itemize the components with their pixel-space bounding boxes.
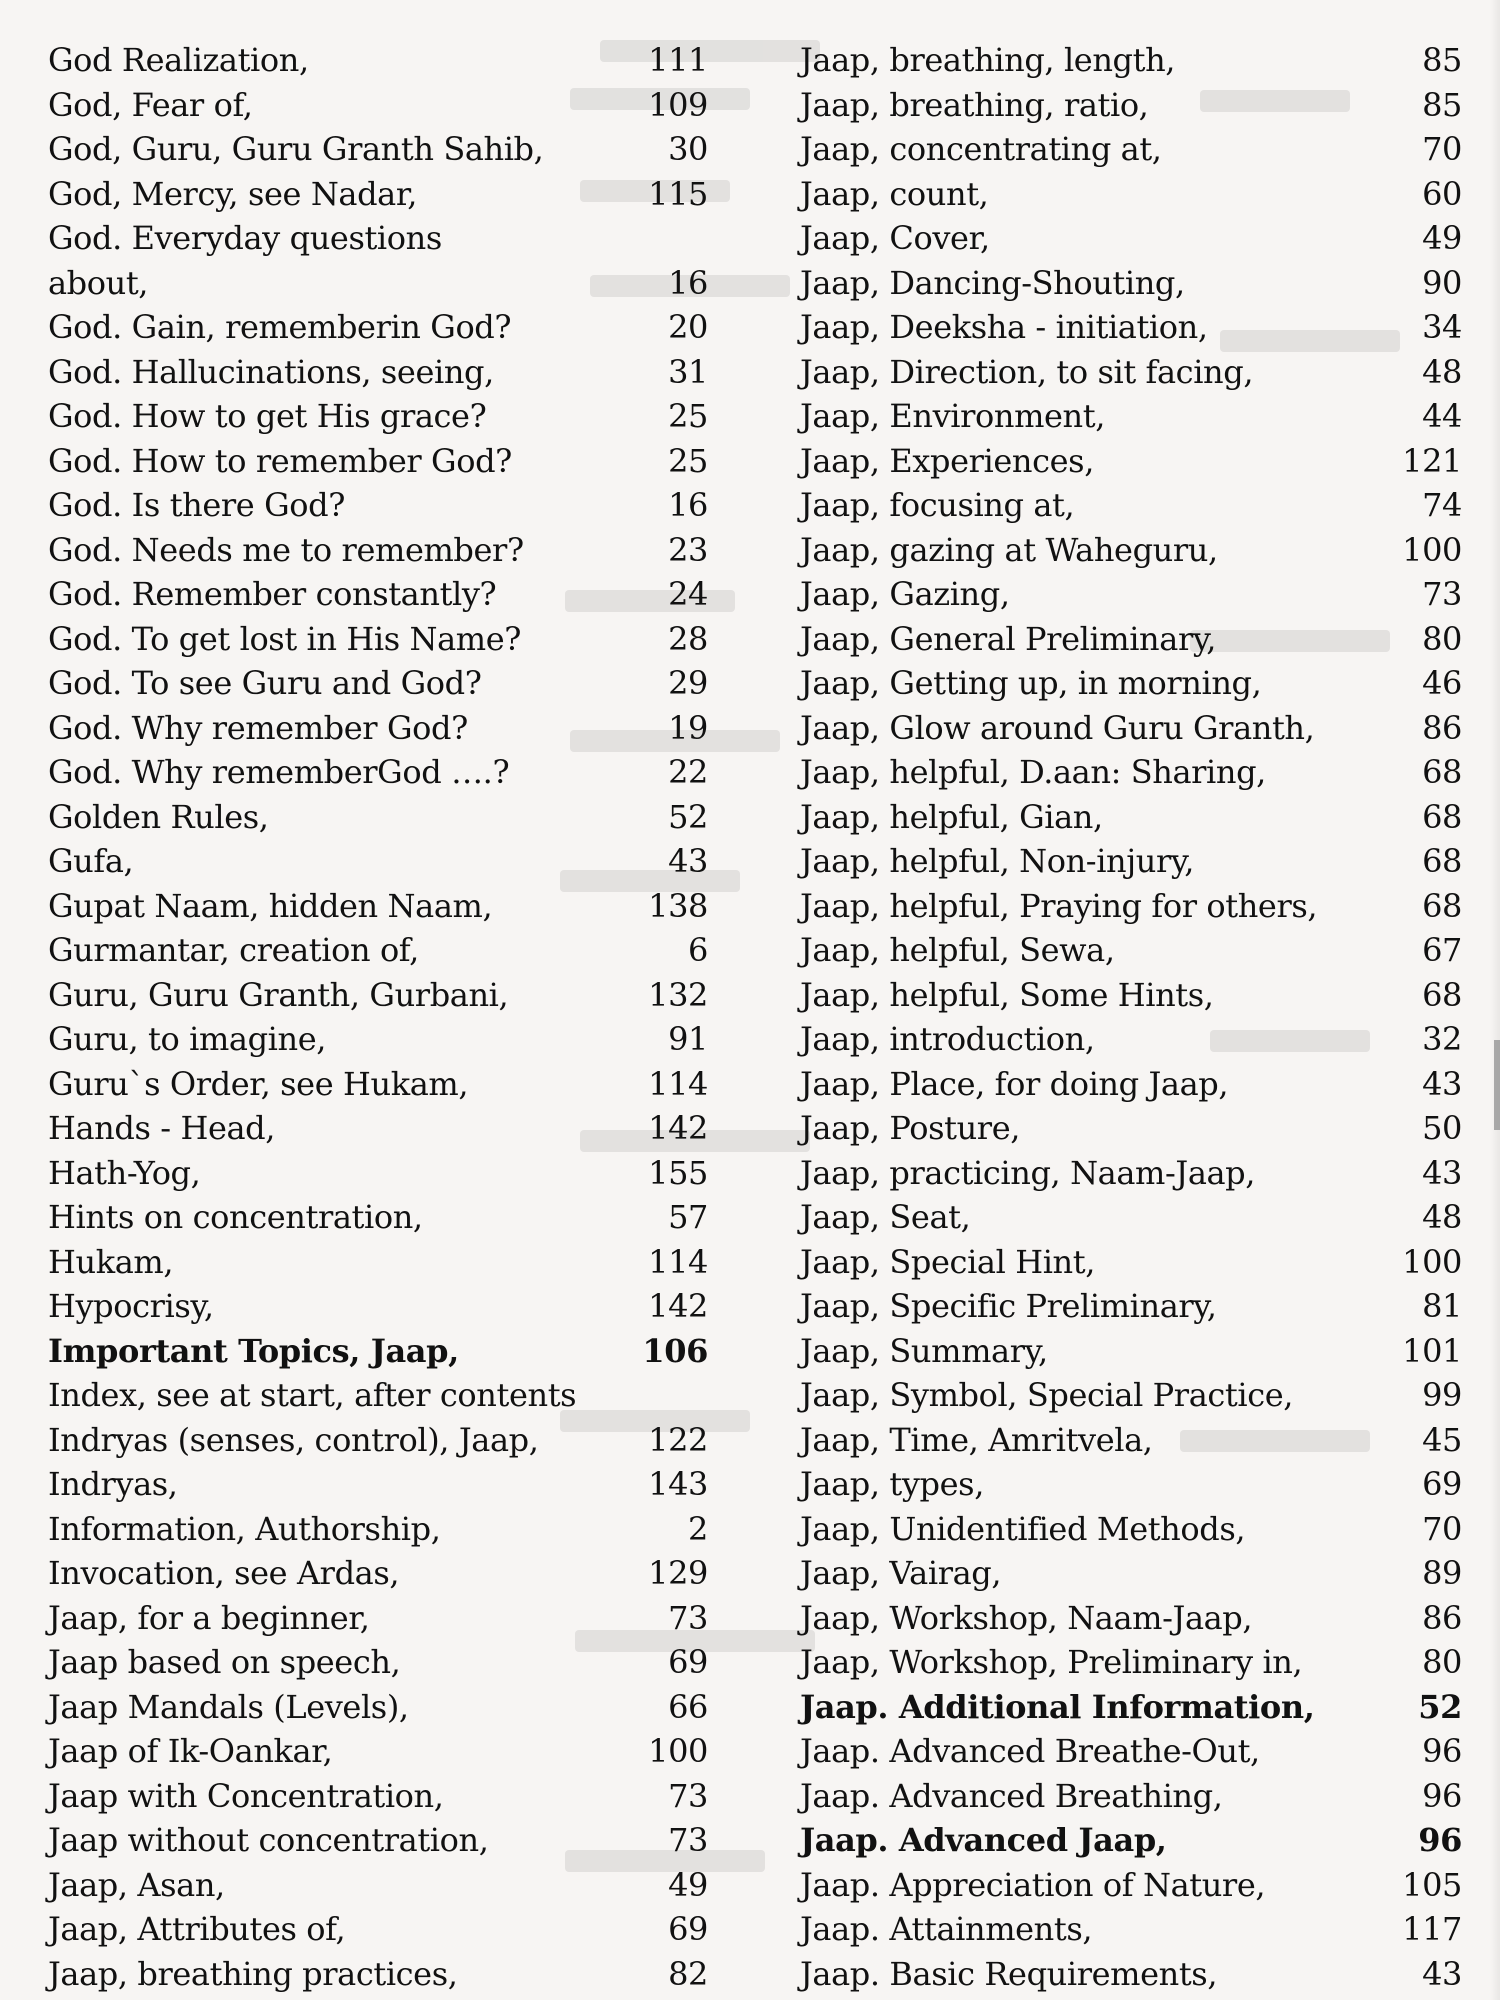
index-term: Jaap. Advanced Breathe-Out, — [800, 1732, 1260, 1771]
index-entry — [48, 1017, 708, 1062]
index-entry — [48, 439, 708, 484]
index-term: God. Hallucinations, seeing, — [48, 352, 494, 391]
index-page-number: 68 — [1422, 975, 1462, 1014]
index-entry — [800, 38, 1462, 83]
index-term: Jaap, breathing, length, — [800, 41, 1176, 80]
index-term: Jaap, helpful, D.aan: Sharing, — [800, 753, 1266, 792]
index-entry — [48, 38, 708, 83]
index-term: Jaap, helpful, Non-injury, — [800, 842, 1195, 881]
index-page-number: 80 — [1422, 619, 1462, 658]
index-page-number: 16 — [668, 263, 708, 302]
index-entry — [48, 795, 708, 840]
index-entry — [48, 127, 708, 172]
index-term: Jaap, helpful, Some Hints, — [800, 975, 1214, 1014]
index-entry — [48, 1151, 708, 1196]
index-page-number: 89 — [1422, 1554, 1462, 1593]
index-term: Jaap, Direction, to sit facing, — [800, 352, 1254, 391]
index-term: Jaap, General Preliminary, — [800, 619, 1217, 658]
page-edge-mark — [1494, 1040, 1500, 1130]
index-term: God. How to remember God? — [48, 441, 512, 480]
index-page-number: 52 — [668, 797, 708, 836]
index-term: Jaap, for a beginner, — [48, 1598, 370, 1637]
index-page-number: 48 — [1422, 1198, 1462, 1237]
index-page-number: 48 — [1422, 352, 1462, 391]
index-page-number: 29 — [668, 664, 708, 703]
index-entry — [48, 1373, 708, 1418]
index-term: Jaap, concentrating at, — [800, 130, 1162, 169]
index-entry — [48, 1462, 708, 1507]
index-page-number: 115 — [648, 174, 708, 213]
index-page-number: 2 — [688, 1509, 708, 1548]
index-term: God. Everyday questions — [48, 219, 442, 258]
index-entry — [48, 350, 708, 395]
index-page-number: 73 — [1422, 575, 1462, 614]
index-entry — [48, 1062, 708, 1107]
index-term: Jaap, count, — [800, 174, 989, 213]
index-entry — [800, 1640, 1462, 1685]
index-entry — [48, 1507, 708, 1552]
index-page-number: 46 — [1422, 664, 1462, 703]
index-page-number: 138 — [648, 886, 708, 925]
index-term: Jaap without concentration, — [48, 1821, 489, 1860]
index-entry — [800, 1685, 1462, 1730]
index-page-number: 23 — [668, 530, 708, 569]
index-term: Jaap, breathing, ratio, — [800, 85, 1149, 124]
index-entry — [48, 1106, 708, 1151]
index-page-number: 100 — [1402, 1242, 1462, 1281]
index-entry — [48, 617, 708, 662]
index-entry — [800, 1818, 1462, 1863]
index-term: God. Why rememberGod ….? — [48, 753, 510, 792]
index-entry — [800, 1195, 1462, 1240]
index-term: Jaap, types, — [800, 1465, 984, 1504]
index-page-number: 143 — [648, 1465, 708, 1504]
index-term: Jaap, Specific Preliminary, — [800, 1287, 1217, 1326]
index-page-number: 49 — [668, 1865, 708, 1904]
index-term: Jaap, Special Hint, — [800, 1242, 1095, 1281]
index-entry — [800, 1462, 1462, 1507]
index-entry — [48, 1640, 708, 1685]
index-entry — [800, 1596, 1462, 1641]
index-page-number: 68 — [1422, 797, 1462, 836]
index-page-number: 80 — [1422, 1643, 1462, 1682]
index-term: Jaap, Place, for doing Jaap, — [800, 1064, 1229, 1103]
index-page-number: 66 — [668, 1687, 708, 1726]
index-term: Jaap, Glow around Guru Granth, — [800, 708, 1315, 747]
index-term: Gurmantar, creation of, — [48, 931, 419, 970]
index-entry — [800, 1418, 1462, 1463]
index-entry — [800, 973, 1462, 1018]
index-entry — [800, 1952, 1462, 1997]
index-term: Jaap, Seat, — [800, 1198, 971, 1237]
index-page-number: 6 — [688, 931, 708, 970]
index-page-number: 86 — [1422, 1598, 1462, 1637]
index-entry — [48, 1195, 708, 1240]
index-page-number: 25 — [668, 397, 708, 436]
index-entry — [800, 172, 1462, 217]
index-entry — [48, 661, 708, 706]
index-term: Jaap. Advanced Jaap, — [800, 1821, 1167, 1860]
index-entry — [48, 1818, 708, 1863]
index-term: Jaap Mandals (Levels), — [48, 1687, 409, 1726]
index-entry — [48, 1284, 708, 1329]
index-entry — [48, 1596, 708, 1641]
index-entry — [48, 83, 708, 128]
index-term: Jaap. Advanced Breathing, — [800, 1776, 1223, 1815]
index-entry — [48, 750, 708, 795]
index-entry — [48, 973, 708, 1018]
index-page-number: 44 — [1422, 397, 1462, 436]
index-page-number: 34 — [1422, 308, 1462, 347]
index-term: God. How to get His grace? — [48, 397, 487, 436]
index-page-number: 68 — [1422, 753, 1462, 792]
index-column-right — [800, 38, 1462, 1993]
index-term: Jaap, Summary, — [800, 1331, 1048, 1370]
index-term: God. To see Guru and God? — [48, 664, 482, 703]
index-page-number: 73 — [668, 1776, 708, 1815]
index-entry — [800, 1507, 1462, 1552]
index-entry — [48, 305, 708, 350]
index-page-number: 114 — [648, 1242, 708, 1281]
index-entry — [48, 1551, 708, 1596]
index-entry — [800, 572, 1462, 617]
index-entry — [800, 216, 1462, 261]
index-term: God. Needs me to remember? — [48, 530, 524, 569]
index-term: Golden Rules, — [48, 797, 269, 836]
index-term: Jaap, helpful, Sewa, — [800, 931, 1115, 970]
index-term: God. Is there God? — [48, 486, 345, 525]
index-term: Gupat Naam, hidden Naam, — [48, 886, 493, 925]
index-page-number: 70 — [1422, 1509, 1462, 1548]
index-entry — [48, 216, 708, 261]
index-page-number: 67 — [1422, 931, 1462, 970]
index-page-number: 91 — [668, 1020, 708, 1059]
index-term: God. To get lost in His Name? — [48, 619, 522, 658]
index-page-number: 81 — [1422, 1287, 1462, 1326]
index-page-number: 43 — [1422, 1954, 1462, 1993]
index-page-number: 86 — [1422, 708, 1462, 747]
index-page-number: 43 — [1422, 1153, 1462, 1192]
index-term: Jaap, Asan, — [48, 1865, 225, 1904]
index-entry — [800, 439, 1462, 484]
index-term: Hukam, — [48, 1242, 174, 1281]
index-entry — [800, 928, 1462, 973]
index-page-number: 24 — [668, 575, 708, 614]
index-entry — [800, 617, 1462, 662]
index-page-number: 121 — [1402, 441, 1462, 480]
index-term: Gufa, — [48, 842, 134, 881]
index-entry — [48, 706, 708, 751]
index-entry — [800, 1284, 1462, 1329]
index-term: Jaap, Attributes of, — [48, 1910, 346, 1949]
index-entry — [48, 1329, 708, 1374]
index-page-number: 96 — [1418, 1821, 1462, 1860]
index-entry — [800, 305, 1462, 350]
index-page-number: 155 — [648, 1153, 708, 1192]
index-page-number: 85 — [1422, 41, 1462, 80]
index-page-number: 85 — [1422, 85, 1462, 124]
index-page-number: 90 — [1422, 263, 1462, 302]
index-term: Jaap, Dancing-Shouting, — [800, 263, 1185, 302]
index-page-number: 22 — [668, 753, 708, 792]
index-term: about, — [48, 263, 149, 302]
index-page-number: 16 — [668, 486, 708, 525]
index-entry — [48, 1774, 708, 1819]
index-entry — [800, 1729, 1462, 1774]
page-edge-shadow — [1490, 0, 1500, 2000]
index-page-number: 111 — [648, 41, 708, 80]
index-page-number: 25 — [668, 441, 708, 480]
index-page-number: 73 — [668, 1821, 708, 1860]
index-entry — [48, 1952, 708, 1997]
index-term: Important Topics, Jaap, — [48, 1331, 459, 1370]
index-page-number: 52 — [1418, 1687, 1462, 1726]
index-term: God. Gain, rememberin God? — [48, 308, 512, 347]
index-entry — [800, 795, 1462, 840]
index-entry — [800, 83, 1462, 128]
index-page-number: 106 — [642, 1331, 708, 1370]
index-page-number: 96 — [1422, 1732, 1462, 1771]
index-page-number: 20 — [668, 308, 708, 347]
index-page-number: 82 — [668, 1954, 708, 1993]
index-entry — [800, 1062, 1462, 1107]
index-term: God. Why remember God? — [48, 708, 468, 747]
index-entry — [48, 1685, 708, 1730]
index-entry — [800, 528, 1462, 573]
index-entry — [48, 528, 708, 573]
index-term: Jaap, gazing at Waheguru, — [800, 530, 1218, 569]
index-page-number: 73 — [668, 1598, 708, 1637]
index-entry — [800, 884, 1462, 929]
index-entry — [800, 350, 1462, 395]
index-entry — [800, 1863, 1462, 1908]
index-term: God, Fear of, — [48, 85, 253, 124]
index-term: Jaap, Symbol, Special Practice, — [800, 1376, 1294, 1415]
index-page-number: 43 — [668, 842, 708, 881]
index-term: Jaap. Attainments, — [800, 1910, 1093, 1949]
index-page-number: 142 — [648, 1287, 708, 1326]
index-term: Jaap based on speech, — [48, 1643, 401, 1682]
index-term: Jaap. Additional Information, — [800, 1687, 1315, 1726]
index-term: Jaap, Getting up, in morning, — [800, 664, 1262, 703]
index-page-number: 105 — [1402, 1865, 1462, 1904]
index-term: Hypocrisy, — [48, 1287, 214, 1326]
index-page-number: 74 — [1422, 486, 1462, 525]
index-entry — [48, 884, 708, 929]
index-term: Jaap, Unidentified Methods, — [800, 1509, 1246, 1548]
index-page-number: 49 — [1422, 219, 1462, 258]
index-entry — [800, 1774, 1462, 1819]
index-page-number: 100 — [1402, 530, 1462, 569]
index-page-number: 109 — [648, 85, 708, 124]
index-page-number: 117 — [1402, 1910, 1462, 1949]
index-term: Indryas, — [48, 1465, 178, 1504]
index-term: Jaap, Deeksha - initiation, — [800, 308, 1208, 347]
index-entry — [800, 127, 1462, 172]
index-term: Jaap, Posture, — [800, 1109, 1021, 1148]
index-term: Jaap. Appreciation of Nature, — [800, 1865, 1266, 1904]
index-entry — [48, 1418, 708, 1463]
index-page-number: 45 — [1422, 1420, 1462, 1459]
index-term: Indryas (senses, control), Jaap, — [48, 1420, 539, 1459]
index-page-number: 132 — [648, 975, 708, 1014]
index-entry — [800, 261, 1462, 306]
index-entry — [800, 1373, 1462, 1418]
index-entry — [800, 1017, 1462, 1062]
index-term: Jaap, focusing at, — [800, 486, 1075, 525]
index-page-number: 122 — [648, 1420, 708, 1459]
index-page-number: 68 — [1422, 886, 1462, 925]
index-term: God, Mercy, see Nadar, — [48, 174, 418, 213]
index-page-number: 100 — [648, 1732, 708, 1771]
index-term: God. Remember constantly? — [48, 575, 497, 614]
index-term: Jaap, Workshop, Preliminary in, — [800, 1643, 1303, 1682]
index-page-number: 43 — [1422, 1064, 1462, 1103]
index-page-number: 114 — [648, 1064, 708, 1103]
index-page-number: 99 — [1422, 1376, 1462, 1415]
index-entry — [800, 1907, 1462, 1952]
index-entry — [48, 483, 708, 528]
index-term: Jaap, Environment, — [800, 397, 1105, 436]
index-term: Invocation, see Ardas, — [48, 1554, 400, 1593]
index-term: Jaap, practicing, Naam-Jaap, — [800, 1153, 1256, 1192]
index-term: Jaap, breathing practices, — [48, 1954, 458, 1993]
index-term: Jaap, introduction, — [800, 1020, 1095, 1059]
index-entry — [800, 1151, 1462, 1196]
index-term: Hands - Head, — [48, 1109, 276, 1148]
index-term: Jaap of Ik-Oankar, — [48, 1732, 333, 1771]
index-entry — [800, 394, 1462, 439]
index-term: Jaap, Time, Amritvela, — [800, 1420, 1153, 1459]
index-term: God Realization, — [48, 41, 309, 80]
index-page-number: 69 — [668, 1643, 708, 1682]
index-term: Jaap, Cover, — [800, 219, 990, 258]
index-term: Jaap with Concentration, — [48, 1776, 444, 1815]
index-term: God, Guru, Guru Granth Sahib, — [48, 130, 544, 169]
index-page-number: 69 — [1422, 1465, 1462, 1504]
index-page-number: 70 — [1422, 130, 1462, 169]
index-entry — [800, 1329, 1462, 1374]
index-entry — [48, 1240, 708, 1285]
index-page-number: 60 — [1422, 174, 1462, 213]
index-page-number: 57 — [668, 1198, 708, 1237]
index-term: Guru, Guru Granth, Gurbani, — [48, 975, 509, 1014]
index-entry — [800, 750, 1462, 795]
index-entry — [800, 839, 1462, 884]
index-entry — [800, 1106, 1462, 1151]
index-page-number: 30 — [668, 130, 708, 169]
index-page-number: 50 — [1422, 1109, 1462, 1148]
index-page-number: 101 — [1402, 1331, 1462, 1370]
index-page-number: 31 — [668, 352, 708, 391]
index-term: Jaap, Vairag, — [800, 1554, 1002, 1593]
index-entry — [800, 483, 1462, 528]
index-term: Index, see at start, after contents — [48, 1376, 577, 1415]
index-page-number: 129 — [648, 1554, 708, 1593]
index-entry — [48, 172, 708, 217]
index-page-number: 142 — [648, 1109, 708, 1148]
index-entry — [800, 661, 1462, 706]
index-entry — [48, 928, 708, 973]
index-page-number: 28 — [668, 619, 708, 658]
index-column-left — [48, 38, 708, 1993]
index-entry — [800, 1240, 1462, 1285]
index-term: Jaap, Experiences, — [800, 441, 1094, 480]
index-term: Jaap, Gazing, — [800, 575, 1010, 614]
index-term: Guru`s Order, see Hukam, — [48, 1064, 469, 1103]
index-term: Jaap. Basic Requirements, — [800, 1954, 1218, 1993]
index-entry — [48, 1863, 708, 1908]
index-entry — [800, 706, 1462, 751]
index-term: Information, Authorship, — [48, 1509, 441, 1548]
index-term: Guru, to imagine, — [48, 1020, 327, 1059]
index-page-number: 19 — [668, 708, 708, 747]
index-term: Jaap, helpful, Praying for others, — [800, 886, 1318, 925]
index-page-number: 68 — [1422, 842, 1462, 881]
index-entry — [48, 839, 708, 884]
index-term: Hath-Yog, — [48, 1153, 201, 1192]
index-page-number: 32 — [1422, 1020, 1462, 1059]
index-entry — [800, 1551, 1462, 1596]
index-entry — [48, 1729, 708, 1774]
index-page-number: 96 — [1422, 1776, 1462, 1815]
index-term: Hints on concentration, — [48, 1198, 423, 1237]
index-term: Jaap, Workshop, Naam-Jaap, — [800, 1598, 1253, 1637]
index-entry — [48, 261, 708, 306]
index-entry — [48, 572, 708, 617]
index-entry — [48, 1907, 708, 1952]
index-page-number: 69 — [668, 1910, 708, 1949]
index-entry — [48, 394, 708, 439]
index-term: Jaap, helpful, Gian, — [800, 797, 1103, 836]
